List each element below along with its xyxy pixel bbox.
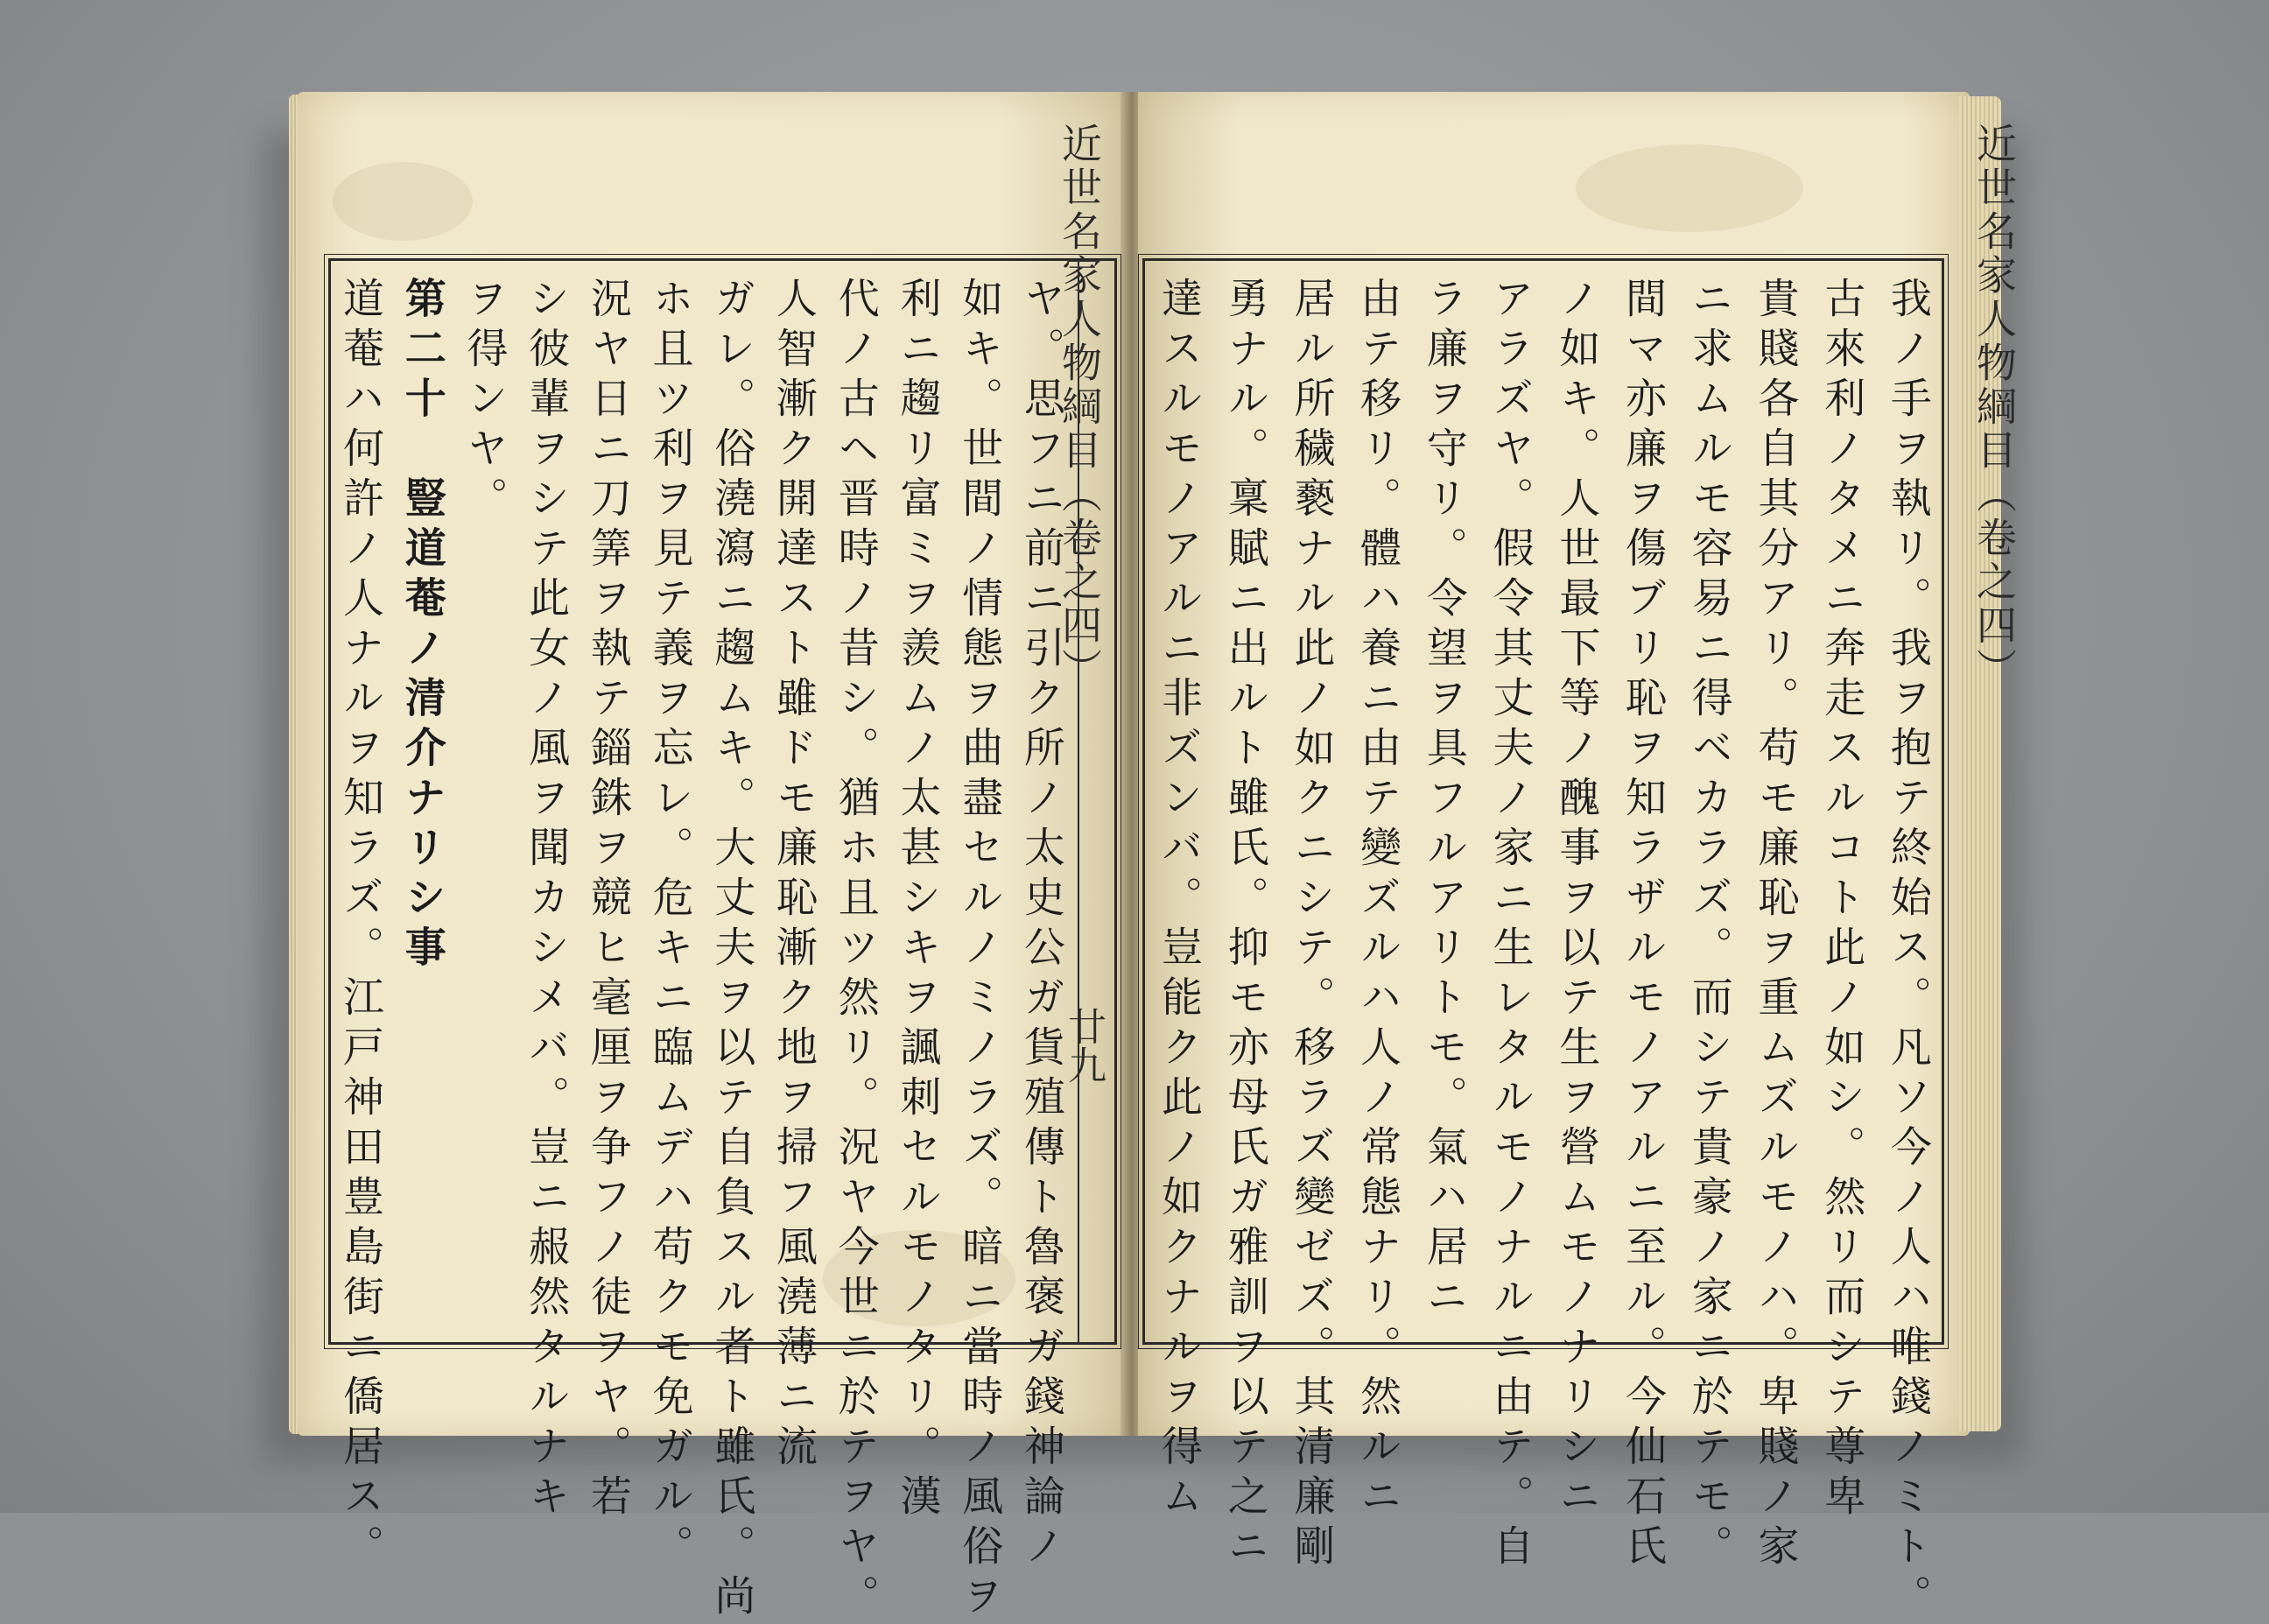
text-column: 況ヤ日ニ刀筭ヲ執テ錙銖ヲ競ヒ毫厘ヲ争フノ徒ヲヤ。若: [583, 277, 632, 1524]
right-running-head: 近世名家人物綱目（卷之四）: [1970, 123, 2018, 692]
left-running-head: 近世名家人物綱目（卷之四）: [1056, 123, 1103, 692]
text-column: ガレ。俗澆瀉ニ趨ムキ。大丈夫ヲ以テ自負スル者ト雖氏。尚: [707, 277, 756, 1624]
frame-rule: [1078, 261, 1079, 1342]
text-column: 代ノ古ヘ晋時ノ昔シ。猶ホ且ツ然リ。況ヤ今世ニ於テヲヤ。: [831, 277, 880, 1624]
right-text-columns: [1155, 277, 1932, 1624]
text-column: 利ニ趨リ富ミヲ羨ムノ太甚シキヲ諷刺セルモノタリ。漢: [893, 277, 942, 1524]
text-column: ホ且ツ利ヲ見テ義ヲ忘レ。危キニ臨ムデハ苟クモ免ガル。: [645, 277, 694, 1574]
text-column: 人智漸ク開達スト雖ドモ廉恥漸ク地ヲ掃フ風澆薄ニ流: [769, 277, 818, 1474]
text-column: ニ求ムルモ容易ニ得ベカラズ。而シテ貴豪ノ家ニ於テモ。: [1684, 277, 1733, 1574]
text-column: 間マ亦廉ヲ傷ブリ恥ヲ知ラザルモノアルニ至ル。今仙石氏: [1619, 277, 1668, 1574]
left-text-columns: [336, 277, 1065, 1624]
text-column: 達スルモノアルニ非ズンバ。豈能ク此ノ如クナルヲ得ム: [1155, 277, 1203, 1524]
text-column: 貴賤各自其分アリ。苟モ廉恥ヲ重ムズルモノハ。卑賤ノ家: [1751, 277, 1800, 1574]
text-column: ラ廉ヲ守リ。令望ヲ具フルアリトモ。氣ハ居ニ: [1419, 277, 1468, 1325]
text-column: 如キ。世間ノ情態ヲ曲盡セルノミノラズ。暗ニ當時ノ風俗ヲ: [955, 277, 1004, 1624]
text-column: シ彼輩ヲシテ此女ノ風ヲ聞カシメバ。豈ニ赧然タルナキ: [522, 277, 571, 1524]
right-text-frame: [1142, 258, 1944, 1624]
text-column: 勇ナル。稟賦ニ出ルト雖氏。抑モ亦母氏ガ雅訓ヲ以テ之ニ: [1220, 277, 1269, 1574]
text-column: 古來利ノタメニ奔走スルコト此ノ如シ。然リ而シテ尊卑: [1817, 277, 1866, 1524]
text-column: 我ノ手ヲ執リ。我ヲ抱テ終始ス。凡ソ今ノ人ハ唯錢ノミト。: [1883, 277, 1932, 1624]
text-column: ヲ得ンヤ。: [460, 277, 509, 526]
text-column: 居ル所穢褻ナル此ノ如クニシテ。移ラズ變ゼズ。其清廉剛: [1287, 277, 1336, 1574]
text-column: ヤ。思フニ前ニ引ク所ノ太史公ガ貨殖傳ト魯褒ガ錢神論ノ: [1016, 277, 1065, 1574]
text-column: 道菴ハ何許ノ人ナルヲ知ラズ。江戸神田豊島街ニ僑居ス。: [336, 277, 384, 1574]
text-column: アラズヤ。假令其丈夫ノ家ニ生レタルモノナルニ由テ。自: [1486, 277, 1535, 1574]
text-column: 由テ移リ。體ハ養ニ由テ變ズルハ人ノ常態ナリ。然ルニ: [1353, 277, 1402, 1524]
paper-stain: [1576, 144, 1803, 232]
paper-stain: [333, 162, 473, 241]
section-heading: 第二十 豎道菴ノ清介ナリシ事: [397, 277, 446, 975]
text-column: ノ如キ。人世最下等ノ醜事ヲ以テ生ヲ營ムモノナリシニ: [1552, 277, 1601, 1524]
left-folio: 廿九: [1061, 1007, 1106, 1084]
left-text-frame: [328, 258, 1117, 1624]
